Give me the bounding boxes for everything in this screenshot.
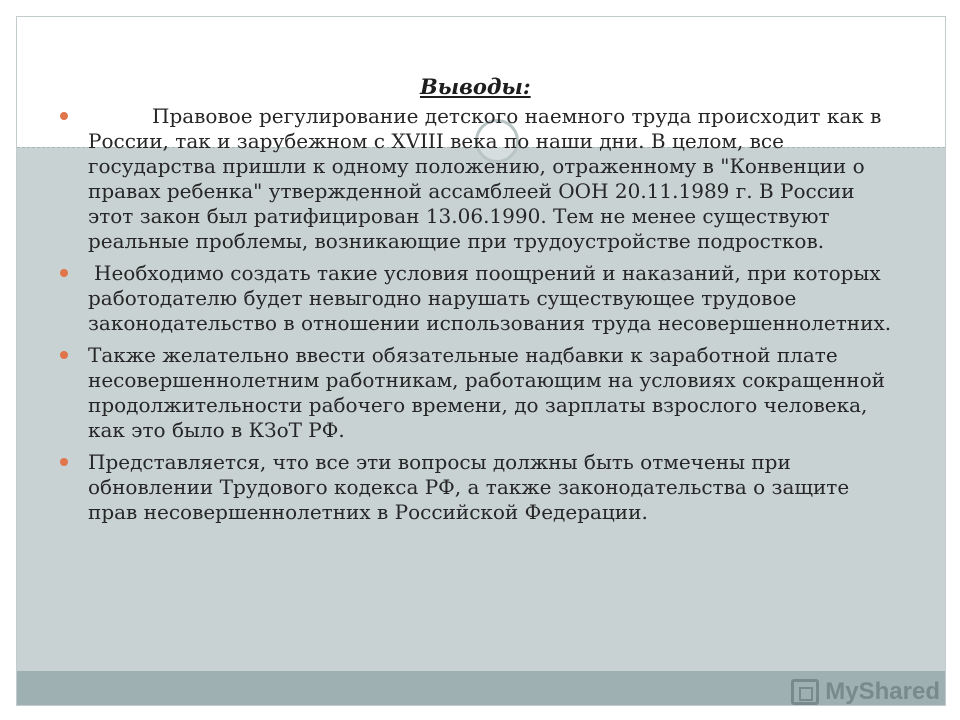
list-item	[60, 450, 900, 525]
bullet-icon	[60, 112, 68, 120]
bullet-text: Также желательно ввести обязательные надбавки к заработной плате несовершеннолетним работникам, работающим на условиях сокращенной продолжительности рабочего времени, до зарплаты взрослого человека, как это было в КЗоТ РФ.	[88, 343, 885, 442]
list-item	[60, 261, 900, 336]
slide-title: Выводы:	[420, 74, 531, 99]
bullet-list	[60, 104, 900, 532]
bullet-icon	[60, 269, 68, 277]
list-item	[60, 104, 900, 254]
list-item	[60, 343, 900, 443]
watermark-logo	[791, 678, 940, 706]
bullet-text: Правовое регулирование детского наемного труда происходит как в России, так и зарубежном с XVIII века по наши дни. В целом, все государства пришли к одному положению, отраженному в "Конвенции о правах ребенка" утвержденной ассамблеей ООН 20.11.1989 г. В России этот закон был ратифицирован 13.06.1990. Тем не менее существуют реальные проблемы, возникающие при трудоустройстве подростков.	[88, 104, 882, 253]
watermark-text: MyShared	[825, 678, 940, 705]
bullet-text: Необходимо создать такие условия поощрений и наказаний, при которых работодателю будет невыгодно нарушать существующее трудовое законодательство в отношении использования труда несовершеннолетних.	[88, 261, 892, 335]
bullet-icon	[60, 458, 68, 466]
presentation-icon	[791, 679, 819, 705]
bullet-icon	[60, 351, 68, 359]
bullet-text: Представляется, что все эти вопросы должны быть отмечены при обновлении Трудового кодекса РФ, а также законодательства о защите прав несовершеннолетних в Российской Федерации.	[88, 450, 850, 524]
